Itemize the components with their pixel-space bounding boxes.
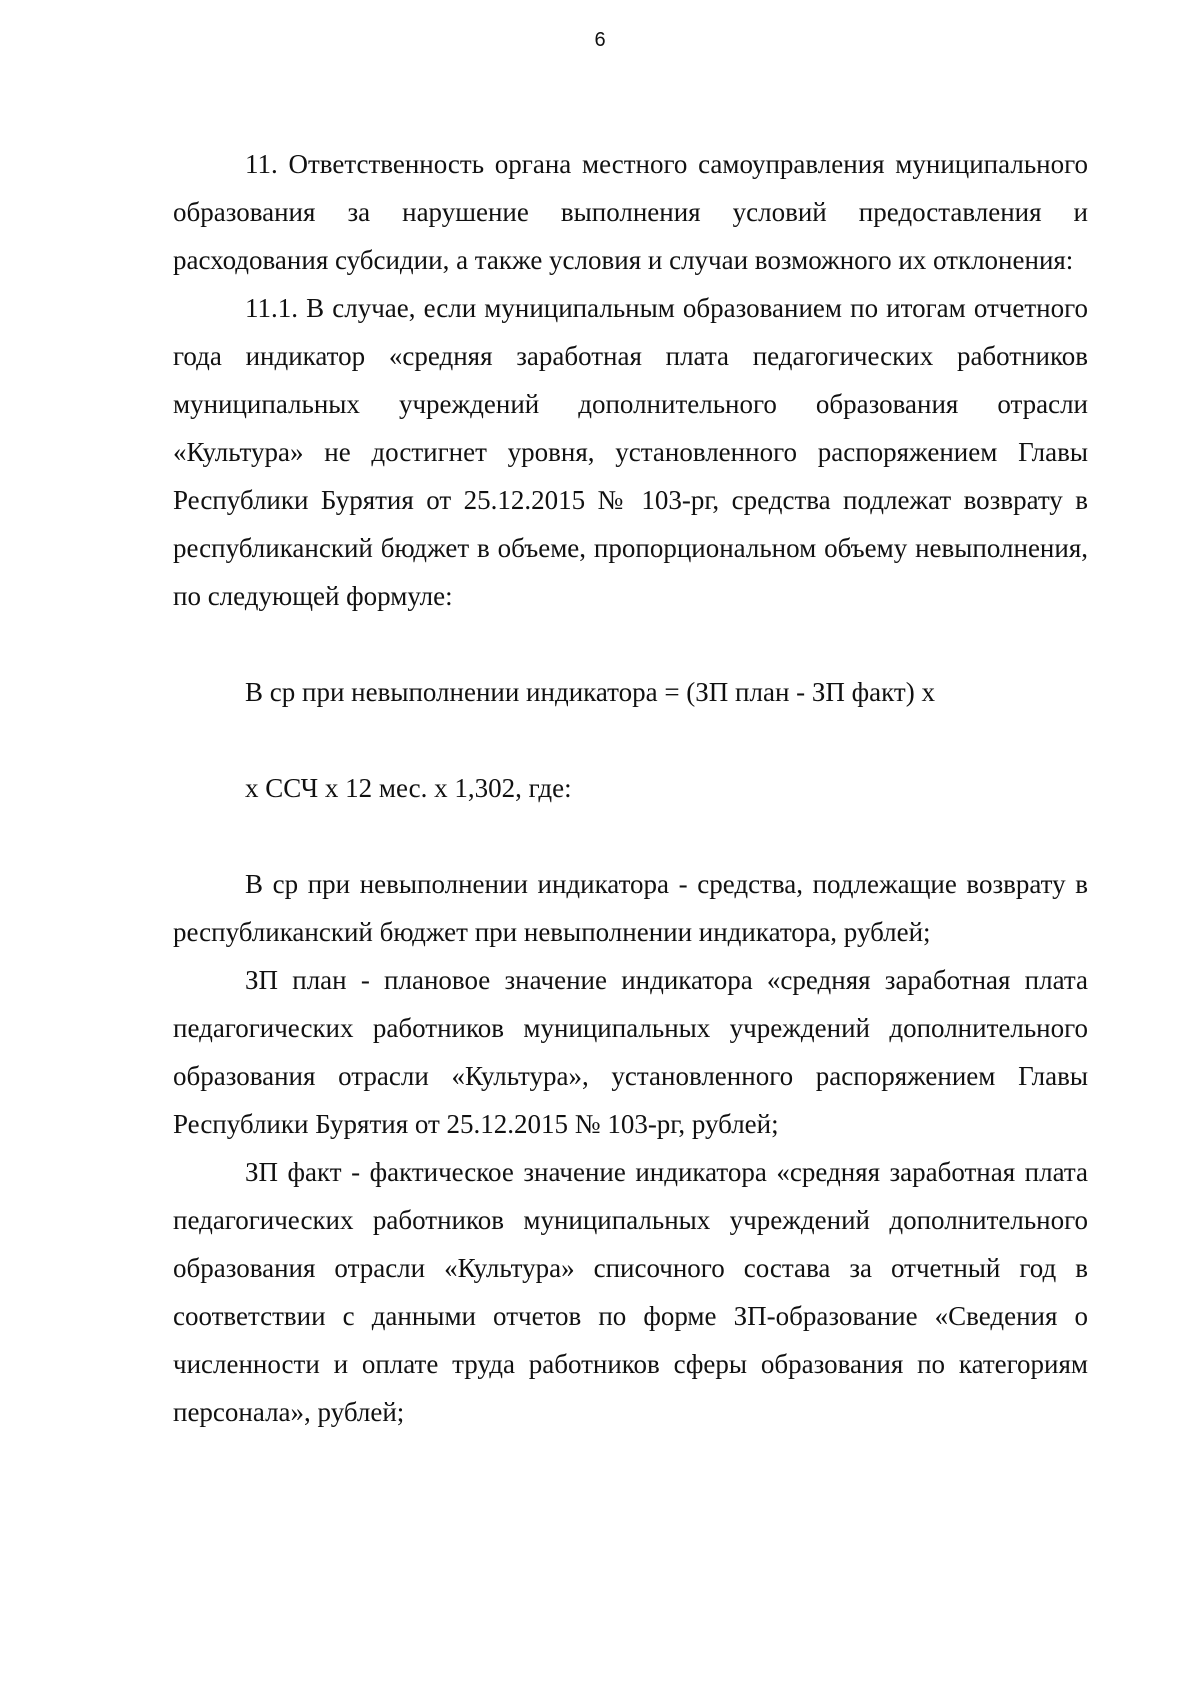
- paragraph-11: 11. Ответственность органа местного самоуправления муниципального образования за нарушение выполнения условий предоставления и расходования субсидии, а также условия и случаи возможного их отклонения:: [173, 149, 1088, 275]
- definition-zp-fact: ЗП факт - фактическое значение индикатора «средняя заработная плата педагогических работников муниципальных учреждений дополнительного образования отрасли «Культура» списочного состава за отчетный год в соответствии с данными отчетов по форме ЗП-образование «Сведения о численности и оплате труда работников сферы образования по категориям персонала», рублей;: [173, 1157, 1088, 1427]
- definition-v-sr: В ср при невыполнении индикатора - средства, подлежащие возврату в республиканский бюджет при невыполнении индикатора, рублей;: [173, 869, 1088, 947]
- formula-line-1: В ср при невыполнении индикатора = (ЗП план - ЗП факт) х: [245, 677, 935, 707]
- formula-line-2: х ССЧ х 12 мес. х 1,302, где:: [245, 773, 572, 803]
- paragraph-11-1: 11.1. В случае, если муниципальным образованием по итогам отчетного года индикатор «средняя заработная плата педагогических работников муниципальных учреждений дополнительного образования отрасли «Культура» не достигнет уровня, установленного распоряжением Главы Республики Бурятия от 25.12.2015 № 103-рг, средства подлежат возврату в республиканский бюджет в объеме, пропорциональном объему невыполнения, по следующей формуле:: [173, 293, 1088, 611]
- page-number: 6: [594, 29, 606, 51]
- definition-zp-plan: ЗП план - плановое значение индикатора «средняя заработная плата педагогических работников муниципальных учреждений дополнительного образования отрасли «Культура», установленного распоряжением Главы Республики Бурятия от 25.12.2015 № 103-рг, рублей;: [173, 965, 1088, 1139]
- document-body: [173, 140, 1088, 1436]
